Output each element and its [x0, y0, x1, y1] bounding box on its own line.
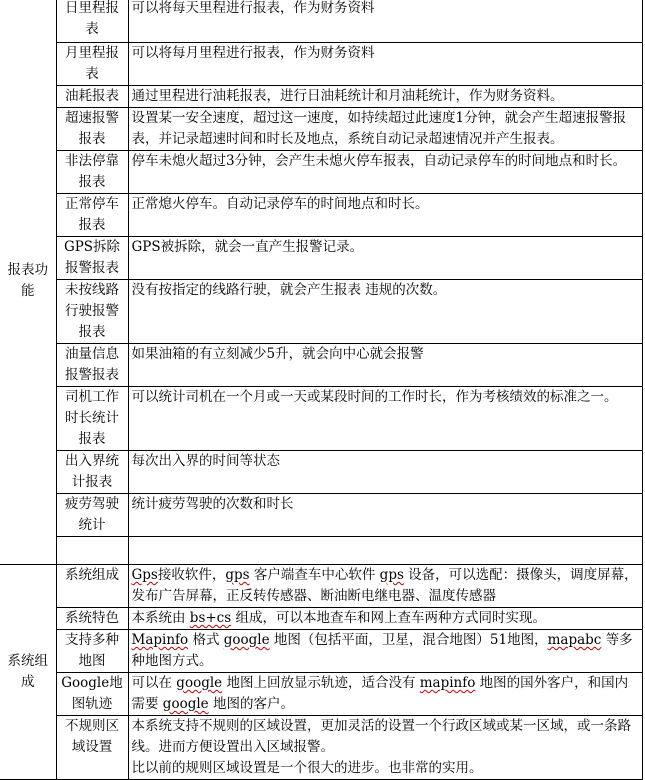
table-row — [0, 565, 642, 608]
table-row — [0, 108, 642, 151]
row-label: 系统特色 — [56, 608, 128, 630]
table-row — [0, 43, 642, 86]
table-row — [0, 494, 642, 537]
table-row — [0, 673, 642, 716]
table-row — [0, 387, 642, 451]
row-description: 没有按指定的线路行驶，就会产生报表 违规的次数。 — [128, 280, 642, 344]
row-label: GPS拆除报警报表 — [56, 237, 128, 280]
table-row-empty — [0, 537, 642, 565]
row-label: 出入界统计报表 — [56, 451, 128, 494]
row-description: 通过里程进行油耗报表，进行日油耗统计和月油耗统计，作为财务资料。 — [128, 86, 642, 108]
row-description: 本系统由 bs+cs 组成，可以本地查车和网上查车两种方式同时实现。 — [128, 608, 642, 630]
row-label: 未按线路行驶报警报表 — [56, 280, 128, 344]
row-label: 支持多种地图 — [56, 630, 128, 673]
table-row — [0, 716, 642, 780]
category-report-functions: 报表功能 — [0, 0, 56, 565]
row-label: 不规则区域设置 — [56, 716, 128, 780]
table-row — [0, 86, 642, 108]
table-row — [0, 237, 642, 280]
row-description: 可以在 google 地图上回放显示轨迹，适合没有 mapinfo 地图的国外客户，和国内需要 google 地图的客户。 — [128, 673, 642, 716]
row-label: 非法停靠报表 — [56, 151, 128, 194]
row-description: Gps接收软件，gps 客户端查车中心软件 gps 设备，可以选配：摄像头，调度屏幕，发布广告屏幕，正反转传感器、断油断电继电器、温度传感器 — [128, 565, 642, 608]
row-description: 统计疲劳驾驶的次数和时长 — [128, 494, 642, 537]
row-description: GPS被拆除，就会一直产生报警记录。 — [128, 237, 642, 280]
row-label: 油耗报表 — [56, 86, 128, 108]
row-label: 油量信息报警报表 — [56, 344, 128, 387]
row-description: 可以将每天里程进行报表，作为财务资料 — [128, 0, 642, 43]
row-label: 日里程报表 — [56, 0, 128, 43]
row-description: 每次出入界的时间等状态 — [128, 451, 642, 494]
row-label: 系统组成 — [56, 565, 128, 608]
table-row — [0, 151, 642, 194]
row-label: 疲劳驾驶统计 — [56, 494, 128, 537]
row-description: 停车未熄火超过3分钟，会产生未熄火停车报表，自动记录停车的时间地点和时长。 — [128, 151, 642, 194]
category-system-composition: 系统组成 — [0, 565, 56, 780]
row-label: 月里程报表 — [56, 43, 128, 86]
row-label: 正常停车报表 — [56, 194, 128, 237]
row-description: 可以统计司机在一个月或一天或某段时间的工作时长，作为考核绩效的标准之一。 — [128, 387, 642, 451]
empty-cell — [56, 537, 128, 565]
table-row — [0, 194, 642, 237]
description-line: 比以前的规则区域设置是一个很大的进步。也非常的实用。 — [131, 760, 483, 776]
table-row — [0, 608, 642, 630]
row-label: 超速报警报表 — [56, 108, 128, 151]
description-line: 本系统支持不规则的区域设置，更加灵活的设置一个行政区域或某一区域，或一条路线。进而方便设置出入区域报警。 — [131, 718, 631, 755]
row-description: 如果油箱的有立刻减少5升，就会向中心就会报警 — [128, 344, 642, 387]
table-row — [0, 0, 642, 43]
row-label: Google地图轨迹 — [56, 673, 128, 716]
empty-cell — [128, 537, 642, 565]
table-row — [0, 280, 642, 344]
row-description: 正常熄火停车。自动记录停车的时间地点和时长。 — [128, 194, 642, 237]
row-label: 司机工作时长统计报表 — [56, 387, 128, 451]
table-row — [0, 451, 642, 494]
row-description: 设置某一安全速度，超过这一速度，如持续超过此速度1分钟，就会产生超速报警报表，并记录超速时间和时长及地点，系统自动记录超速情况并产生报表。 — [128, 108, 642, 151]
row-description: 可以将每月里程进行报表，作为财务资料 — [128, 43, 642, 86]
table-row — [0, 344, 642, 387]
row-description — [128, 716, 642, 780]
row-description: Mapinfo 格式 google 地图（包括平面，卫星，混合地图）51地图，mapabc 等多种地图方式。 — [128, 630, 642, 673]
table-row — [0, 630, 642, 673]
